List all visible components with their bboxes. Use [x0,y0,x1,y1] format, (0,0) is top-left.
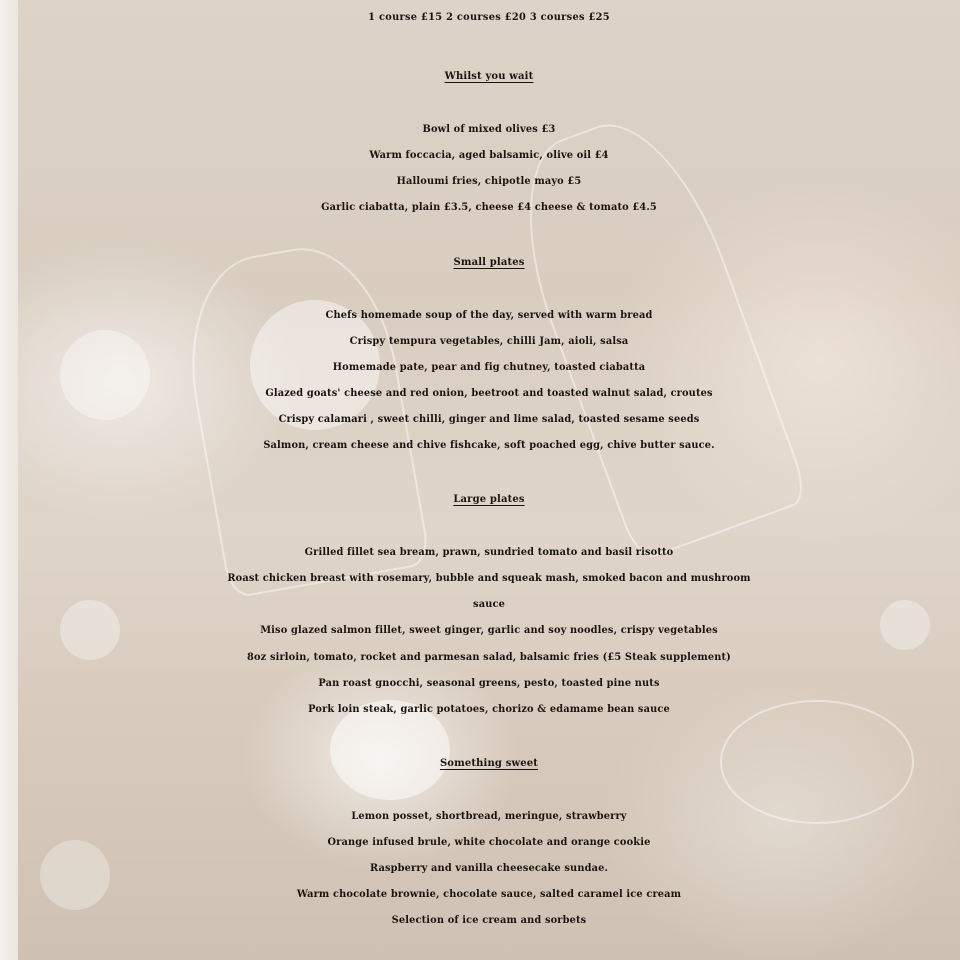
menu-item: Halloumi fries, chipotle mayo £5 [396,176,582,187]
menu-item: Warm foccacia, aged balsamic, olive oil £4 [369,150,609,161]
pricing-banner: 1 course £15 2 courses £20 3 courses £25 [368,12,610,23]
menu-item: Crispy calamari , sweet chilli, ginger and lime salad, toasted sesame seeds [278,414,700,425]
menu-item: Selection of ice cream and sorbets [391,915,587,926]
menu-item: Chefs homemade soup of the day, served with warm bread [325,310,653,321]
section-heading-whilst-you-wait: Whilst you wait [444,71,534,82]
menu-item: Grilled fillet sea bream, prawn, sundried tomato and basil risotto [304,547,674,558]
bokeh-light [330,700,450,800]
menu-item: Warm chocolate brownie, chocolate sauce, salted caramel ice cream [296,889,682,900]
menu-item: 8oz sirloin, tomato, rocket and parmesan salad, balsamic fries (£5 Steak supplement) [247,652,731,663]
menu-item: Homemade pate, pear and fig chutney, toasted ciabatta [332,362,646,373]
menu-item: Miso glazed salmon fillet, sweet ginger, garlic and soy noodles, crispy vegetables [260,625,718,636]
menu-item: Glazed goats' cheese and red onion, beetroot and toasted walnut salad, croutes [265,388,713,399]
menu-item: Pan roast gnocchi, seasonal greens, pesto, toasted pine nuts [318,678,660,689]
menu-item: Lemon posset, shortbread, meringue, strawberry [351,811,627,822]
menu-item: Salmon, cream cheese and chive fishcake, soft poached egg, chive butter sauce. [263,440,715,451]
page-edge [0,0,18,960]
section-heading-large-plates: Large plates [453,494,525,505]
menu-item: Garlic ciabatta, plain £3.5, cheese £4 cheese & tomato £4.5 [321,202,657,213]
menu-item: Crispy tempura vegetables, chilli Jam, aioli, salsa [349,336,629,347]
menu-item: Pork loin steak, garlic potatoes, chorizo & edamame bean sauce [308,704,670,715]
menu-item: Roast chicken breast with rosemary, bubble and squeak mash, smoked bacon and mushroom [227,573,751,584]
section-heading-small-plates: Small plates [453,257,525,268]
menu-item: Bowl of mixed olives £3 [422,124,556,135]
section-heading-something-sweet: Something sweet [439,758,539,769]
menu-item: sauce [473,599,505,610]
menu-item: Orange infused brule, white chocolate and orange cookie [327,837,651,848]
menu-item: Raspberry and vanilla cheesecake sundae. [369,863,609,874]
